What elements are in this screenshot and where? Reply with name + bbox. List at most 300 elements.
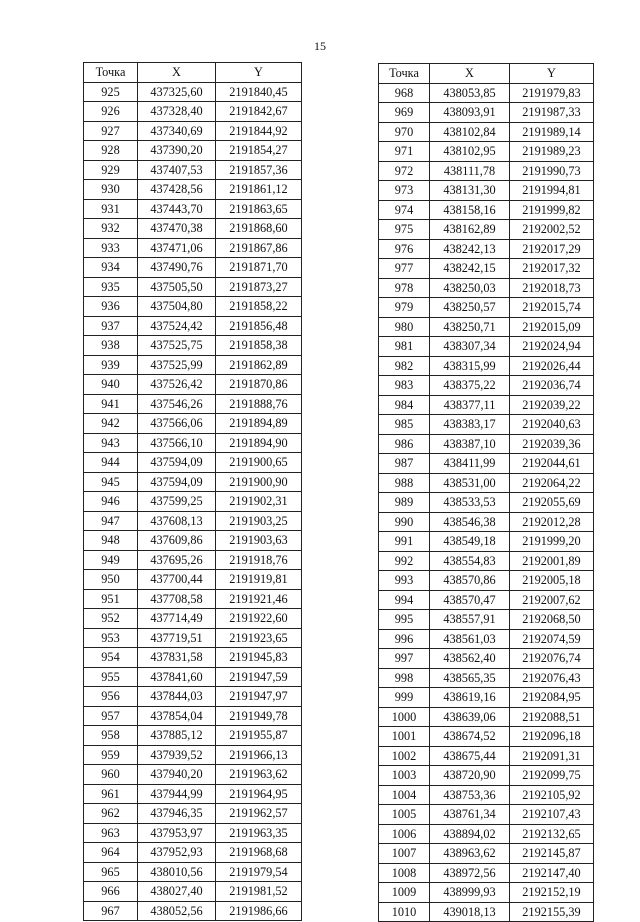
cell-x: 438972,56 (430, 863, 510, 883)
cell-x: 438053,85 (430, 83, 510, 103)
cell-x: 437594,09 (138, 453, 216, 473)
cell-y: 2191868,60 (216, 219, 302, 239)
cell-x: 437505,50 (138, 277, 216, 297)
cell-point: 945 (84, 472, 138, 492)
cell-y: 2192036,74 (510, 376, 594, 396)
cell-point: 956 (84, 687, 138, 707)
cell-x: 437695,26 (138, 550, 216, 570)
cell-point: 998 (379, 668, 430, 688)
cell-x: 438570,47 (430, 590, 510, 610)
column-header-y: Y (510, 64, 594, 84)
table-row (84, 336, 302, 356)
cell-y: 2191918,76 (216, 550, 302, 570)
cell-y: 2192005,18 (510, 571, 594, 591)
table-row (379, 454, 594, 474)
cell-y: 2191871,70 (216, 258, 302, 278)
table-row (379, 785, 594, 805)
cell-x: 438027,40 (138, 882, 216, 902)
cell-point: 944 (84, 453, 138, 473)
cell-x: 437325,60 (138, 82, 216, 102)
cell-y: 2191856,48 (216, 316, 302, 336)
cell-x: 437470,38 (138, 219, 216, 239)
cell-point: 947 (84, 511, 138, 531)
table-row (379, 590, 594, 610)
table-row (379, 571, 594, 591)
table-row (379, 493, 594, 513)
cell-point: 960 (84, 765, 138, 785)
table-row (379, 181, 594, 201)
table-row (84, 589, 302, 609)
cell-y: 2192002,52 (510, 220, 594, 240)
table-row (379, 844, 594, 864)
cell-x: 438250,03 (430, 278, 510, 298)
table-row (84, 414, 302, 434)
coordinates-table-right (378, 63, 594, 922)
table-row (379, 259, 594, 279)
cell-point: 928 (84, 141, 138, 161)
cell-x: 438565,35 (430, 668, 510, 688)
cell-y: 2191987,33 (510, 103, 594, 123)
table-row (379, 883, 594, 903)
cell-x: 438242,13 (430, 239, 510, 259)
table-row (84, 667, 302, 687)
cell-x: 438531,00 (430, 473, 510, 493)
table-row (84, 765, 302, 785)
cell-point: 1004 (379, 785, 430, 805)
cell-x: 437844,03 (138, 687, 216, 707)
cell-y: 2191867,86 (216, 238, 302, 258)
cell-point: 991 (379, 532, 430, 552)
cell-point: 999 (379, 688, 430, 708)
table-row (84, 628, 302, 648)
cell-point: 987 (379, 454, 430, 474)
cell-y: 2191894,90 (216, 433, 302, 453)
cell-y: 2192064,22 (510, 473, 594, 493)
cell-x: 438387,10 (430, 434, 510, 454)
cell-point: 993 (379, 571, 430, 591)
cell-x: 437952,93 (138, 843, 216, 863)
cell-x: 437566,10 (138, 433, 216, 453)
cell-y: 2191842,67 (216, 102, 302, 122)
cell-point: 941 (84, 394, 138, 414)
table-row (84, 82, 302, 102)
cell-point: 938 (84, 336, 138, 356)
cell-x: 437708,58 (138, 589, 216, 609)
cell-x: 438250,57 (430, 298, 510, 318)
cell-point: 1002 (379, 746, 430, 766)
cell-x: 437944,99 (138, 784, 216, 804)
cell-y: 2192040,63 (510, 415, 594, 435)
cell-point: 969 (379, 103, 430, 123)
cell-point: 1008 (379, 863, 430, 883)
table-row (84, 726, 302, 746)
cell-point: 963 (84, 823, 138, 843)
cell-x: 438377,11 (430, 395, 510, 415)
cell-point: 1005 (379, 805, 430, 825)
table-row (379, 727, 594, 747)
cell-point: 995 (379, 610, 430, 630)
table-row (379, 863, 594, 883)
table-row (379, 551, 594, 571)
cell-x: 437490,76 (138, 258, 216, 278)
cell-point: 972 (379, 161, 430, 181)
cell-point: 948 (84, 531, 138, 551)
table-row (379, 122, 594, 142)
cell-y: 2192017,32 (510, 259, 594, 279)
table-row (84, 199, 302, 219)
cell-point: 957 (84, 706, 138, 726)
cell-x: 437831,58 (138, 648, 216, 668)
cell-x: 437885,12 (138, 726, 216, 746)
cell-y: 2192039,36 (510, 434, 594, 454)
table-row (379, 298, 594, 318)
table-row (379, 668, 594, 688)
cell-y: 2191863,65 (216, 199, 302, 219)
cell-x: 438315,99 (430, 356, 510, 376)
cell-point: 996 (379, 629, 430, 649)
cell-y: 2192076,74 (510, 649, 594, 669)
cell-y: 2192107,43 (510, 805, 594, 825)
table-row (379, 142, 594, 162)
cell-x: 438619,16 (430, 688, 510, 708)
cell-x: 438242,15 (430, 259, 510, 279)
cell-y: 2192155,39 (510, 902, 594, 922)
cell-y: 2191949,78 (216, 706, 302, 726)
cell-y: 2191963,35 (216, 823, 302, 843)
cell-point: 1009 (379, 883, 430, 903)
cell-y: 2191840,45 (216, 82, 302, 102)
cell-point: 1010 (379, 902, 430, 922)
cell-y: 2192015,74 (510, 298, 594, 318)
cell-point: 931 (84, 199, 138, 219)
cell-y: 2191947,97 (216, 687, 302, 707)
cell-point: 936 (84, 297, 138, 317)
cell-point: 952 (84, 609, 138, 629)
cell-x: 438561,03 (430, 629, 510, 649)
cell-point: 943 (84, 433, 138, 453)
cell-y: 2192039,22 (510, 395, 594, 415)
cell-point: 950 (84, 570, 138, 590)
cell-point: 1003 (379, 766, 430, 786)
cell-x: 437525,75 (138, 336, 216, 356)
table-row (84, 141, 302, 161)
table-row (379, 395, 594, 415)
table-row (379, 356, 594, 376)
cell-x: 437940,20 (138, 765, 216, 785)
cell-x: 437443,70 (138, 199, 216, 219)
table-row (379, 161, 594, 181)
cell-point: 978 (379, 278, 430, 298)
cell-y: 2192015,09 (510, 317, 594, 337)
cell-y: 2191968,68 (216, 843, 302, 863)
cell-x: 437566,06 (138, 414, 216, 434)
table-header-row (84, 63, 302, 83)
cell-y: 2191955,87 (216, 726, 302, 746)
cell-point: 980 (379, 317, 430, 337)
cell-point: 951 (84, 589, 138, 609)
table-row (84, 160, 302, 180)
cell-y: 2192017,29 (510, 239, 594, 259)
cell-point: 989 (379, 493, 430, 513)
cell-x: 438010,56 (138, 862, 216, 882)
cell-point: 968 (379, 83, 430, 103)
cell-point: 940 (84, 375, 138, 395)
table-row (379, 707, 594, 727)
table-row (379, 629, 594, 649)
cell-x: 437340,69 (138, 121, 216, 141)
cell-x: 437700,44 (138, 570, 216, 590)
table-row (379, 746, 594, 766)
column-header-point: Точка (379, 64, 430, 84)
table-row (84, 550, 302, 570)
cell-point: 942 (84, 414, 138, 434)
cell-x: 438570,86 (430, 571, 510, 591)
table-row (84, 745, 302, 765)
cell-y: 2191962,57 (216, 804, 302, 824)
cell-point: 962 (84, 804, 138, 824)
cell-x: 438675,44 (430, 746, 510, 766)
cell-x: 437390,20 (138, 141, 216, 161)
cell-y: 2192088,51 (510, 707, 594, 727)
cell-point: 954 (84, 648, 138, 668)
cell-x: 438557,91 (430, 610, 510, 630)
cell-x: 437407,53 (138, 160, 216, 180)
table-row (84, 297, 302, 317)
table-row (84, 531, 302, 551)
cell-point: 967 (84, 901, 138, 921)
cell-y: 2192012,28 (510, 512, 594, 532)
cell-x: 439018,13 (430, 902, 510, 922)
cell-y: 2192147,40 (510, 863, 594, 883)
cell-x: 438554,83 (430, 551, 510, 571)
cell-y: 2191903,63 (216, 531, 302, 551)
cell-x: 438375,22 (430, 376, 510, 396)
table-row (379, 824, 594, 844)
cell-point: 990 (379, 512, 430, 532)
cell-y: 2192152,19 (510, 883, 594, 903)
table-row (84, 492, 302, 512)
table-row (379, 239, 594, 259)
table-row (84, 238, 302, 258)
table-row (84, 901, 302, 921)
cell-point: 971 (379, 142, 430, 162)
cell-point: 964 (84, 843, 138, 863)
cell-y: 2191858,38 (216, 336, 302, 356)
cell-y: 2191999,82 (510, 200, 594, 220)
cell-point: 982 (379, 356, 430, 376)
cell-x: 438307,34 (430, 337, 510, 357)
column-header-x: X (138, 63, 216, 83)
table-row (379, 805, 594, 825)
cell-y: 2192024,94 (510, 337, 594, 357)
cell-x: 438639,06 (430, 707, 510, 727)
cell-y: 2192068,50 (510, 610, 594, 630)
cell-x: 438111,78 (430, 161, 510, 181)
cell-x: 437953,97 (138, 823, 216, 843)
table-row (84, 433, 302, 453)
table-row (379, 220, 594, 240)
cell-x: 437504,80 (138, 297, 216, 317)
cell-point: 970 (379, 122, 430, 142)
cell-point: 984 (379, 395, 430, 415)
table-row (379, 473, 594, 493)
cell-point: 958 (84, 726, 138, 746)
cell-point: 973 (379, 181, 430, 201)
cell-x: 438383,17 (430, 415, 510, 435)
table-row (84, 648, 302, 668)
table-row (379, 317, 594, 337)
cell-x: 438411,99 (430, 454, 510, 474)
cell-y: 2191986,66 (216, 901, 302, 921)
cell-point: 983 (379, 376, 430, 396)
cell-y: 2192099,75 (510, 766, 594, 786)
cell-x: 438562,40 (430, 649, 510, 669)
cell-point: 994 (379, 590, 430, 610)
cell-x: 438052,56 (138, 901, 216, 921)
table-row (379, 766, 594, 786)
cell-point: 988 (379, 473, 430, 493)
cell-point: 933 (84, 238, 138, 258)
table-row (379, 376, 594, 396)
cell-y: 2192044,61 (510, 454, 594, 474)
cell-y: 2192055,69 (510, 493, 594, 513)
cell-point: 932 (84, 219, 138, 239)
table-row (379, 83, 594, 103)
page-number: 15 (314, 39, 326, 53)
cell-point: 1007 (379, 844, 430, 864)
cell-x: 437525,99 (138, 355, 216, 375)
cell-point: 927 (84, 121, 138, 141)
cell-y: 2191894,89 (216, 414, 302, 434)
cell-y: 2191902,31 (216, 492, 302, 512)
cell-y: 2191857,36 (216, 160, 302, 180)
cell-y: 2191888,76 (216, 394, 302, 414)
table-row (84, 784, 302, 804)
table-row (84, 394, 302, 414)
cell-y: 2192105,92 (510, 785, 594, 805)
column-header-y: Y (216, 63, 302, 83)
cell-point: 981 (379, 337, 430, 357)
cell-y: 2191844,92 (216, 121, 302, 141)
table-row (379, 415, 594, 435)
table-row (84, 472, 302, 492)
cell-point: 929 (84, 160, 138, 180)
cell-point: 953 (84, 628, 138, 648)
table-row (379, 610, 594, 630)
cell-y: 2191989,23 (510, 142, 594, 162)
cell-y: 2191966,13 (216, 745, 302, 765)
cell-point: 946 (84, 492, 138, 512)
cell-y: 2191979,83 (510, 83, 594, 103)
cell-x: 437524,42 (138, 316, 216, 336)
cell-x: 437546,26 (138, 394, 216, 414)
cell-y: 2191981,52 (216, 882, 302, 902)
table-row (84, 258, 302, 278)
table-row (379, 532, 594, 552)
cell-y: 2191990,73 (510, 161, 594, 181)
cell-y: 2191862,89 (216, 355, 302, 375)
cell-x: 438761,34 (430, 805, 510, 825)
cell-x: 438999,93 (430, 883, 510, 903)
table-row (84, 862, 302, 882)
table-row (379, 688, 594, 708)
cell-x: 437854,04 (138, 706, 216, 726)
cell-point: 926 (84, 102, 138, 122)
cell-y: 2191858,22 (216, 297, 302, 317)
table-row (84, 180, 302, 200)
cell-y: 2192018,73 (510, 278, 594, 298)
cell-x: 438533,53 (430, 493, 510, 513)
cell-y: 2191994,81 (510, 181, 594, 201)
cell-y: 2191923,65 (216, 628, 302, 648)
cell-y: 2191854,27 (216, 141, 302, 161)
cell-y: 2191945,83 (216, 648, 302, 668)
cell-x: 438250,71 (430, 317, 510, 337)
table-row (379, 103, 594, 123)
table-header-row (379, 64, 594, 84)
cell-x: 437471,06 (138, 238, 216, 258)
cell-y: 2192074,59 (510, 629, 594, 649)
cell-point: 979 (379, 298, 430, 318)
cell-point: 977 (379, 259, 430, 279)
table-row (379, 512, 594, 532)
cell-point: 1001 (379, 727, 430, 747)
cell-point: 949 (84, 550, 138, 570)
table-row (84, 843, 302, 863)
cell-y: 2192084,95 (510, 688, 594, 708)
cell-x: 438131,30 (430, 181, 510, 201)
cell-x: 438894,02 (430, 824, 510, 844)
cell-x: 438963,62 (430, 844, 510, 864)
cell-point: 1006 (379, 824, 430, 844)
cell-x: 437609,86 (138, 531, 216, 551)
cell-x: 438102,95 (430, 142, 510, 162)
cell-x: 437841,60 (138, 667, 216, 687)
cell-y: 2191919,81 (216, 570, 302, 590)
cell-x: 437719,51 (138, 628, 216, 648)
table-row (379, 337, 594, 357)
cell-point: 966 (84, 882, 138, 902)
cell-y: 2191900,65 (216, 453, 302, 473)
column-header-x: X (430, 64, 510, 84)
cell-y: 2191903,25 (216, 511, 302, 531)
cell-y: 2192007,62 (510, 590, 594, 610)
table-row (379, 278, 594, 298)
table-row (84, 102, 302, 122)
cell-y: 2192132,65 (510, 824, 594, 844)
cell-point: 997 (379, 649, 430, 669)
table-row (84, 511, 302, 531)
cell-y: 2191922,60 (216, 609, 302, 629)
table-row (84, 823, 302, 843)
cell-x: 438093,91 (430, 103, 510, 123)
cell-y: 2191999,20 (510, 532, 594, 552)
cell-point: 965 (84, 862, 138, 882)
table-row (84, 570, 302, 590)
table-row (84, 121, 302, 141)
cell-y: 2191963,62 (216, 765, 302, 785)
cell-x: 438674,52 (430, 727, 510, 747)
table-row (379, 434, 594, 454)
cell-x: 437714,49 (138, 609, 216, 629)
cell-y: 2192076,43 (510, 668, 594, 688)
table-row (84, 687, 302, 707)
cell-y: 2191861,12 (216, 180, 302, 200)
table-row (84, 277, 302, 297)
table-row (84, 609, 302, 629)
cell-point: 976 (379, 239, 430, 259)
cell-point: 935 (84, 277, 138, 297)
